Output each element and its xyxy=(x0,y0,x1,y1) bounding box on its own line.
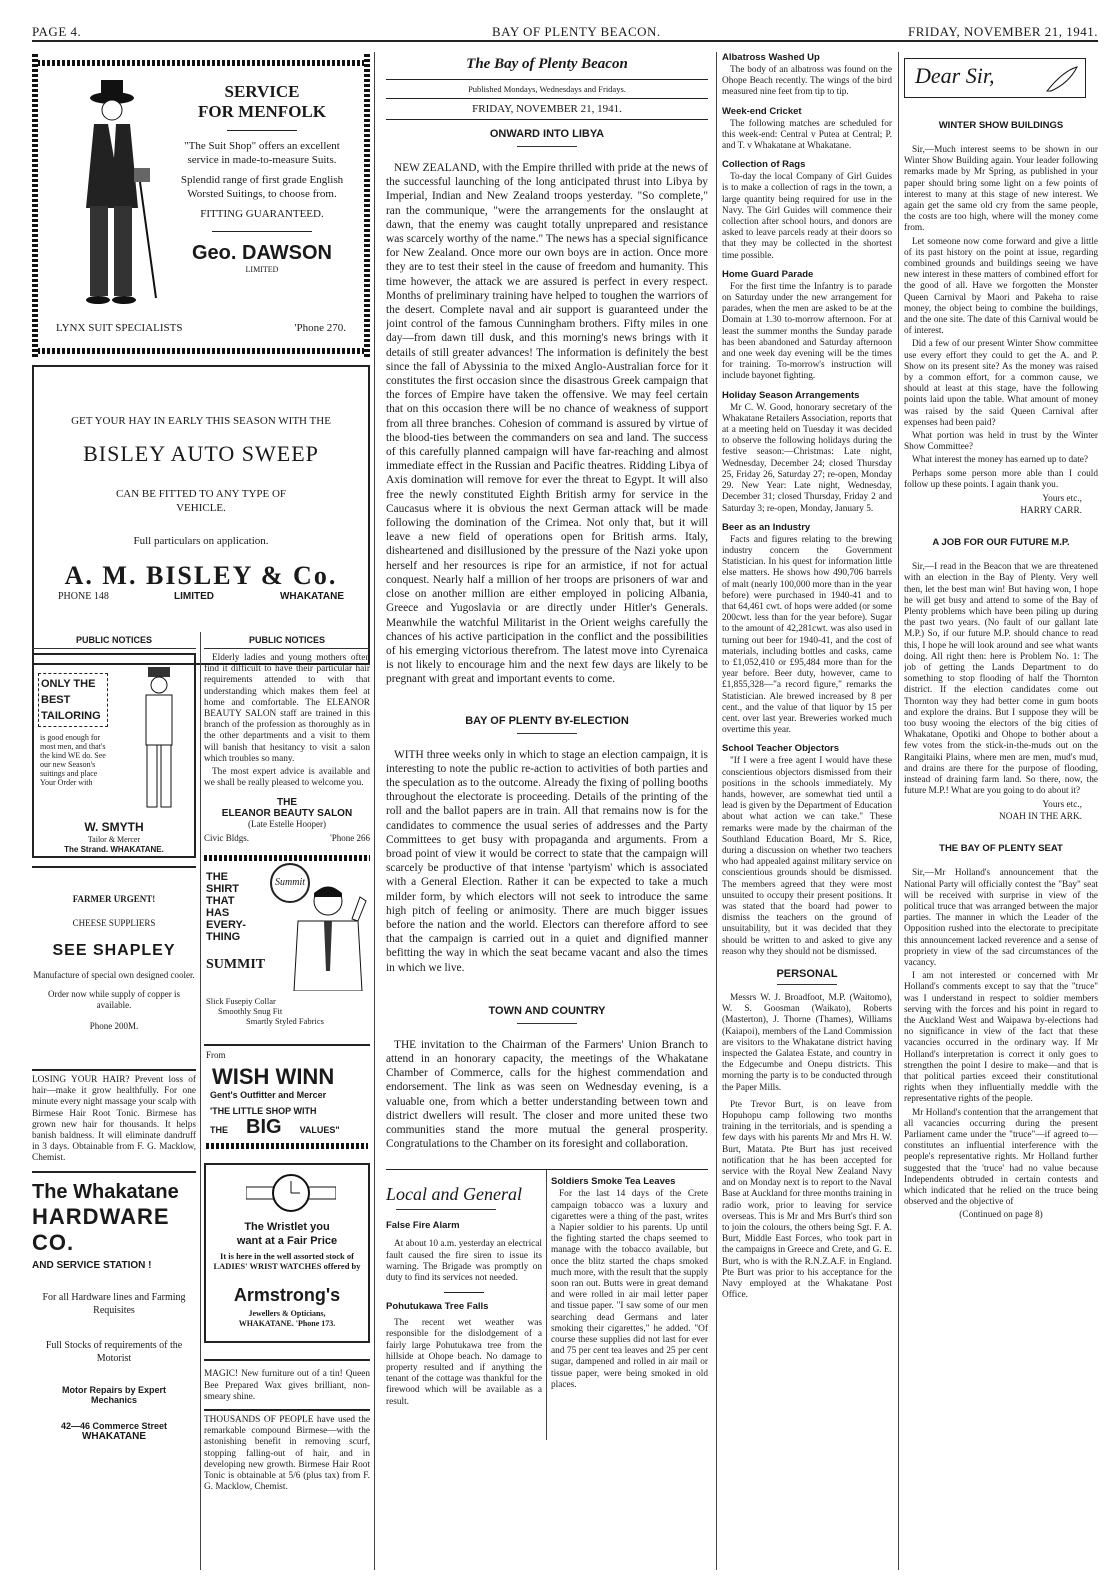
local-p1: At about 10 a.m. yesterday an electrical fault caused the fire siren to issue its warning. The Brigade was promptly on duty to find its services not needed. xyxy=(386,1239,542,1283)
shapley-see: SEE SHAPLEY xyxy=(52,942,176,959)
smyth-ad xyxy=(32,653,196,858)
hardware-l3: AND SERVICE STATION ! xyxy=(32,1259,152,1271)
wristlet-name: Armstrong's xyxy=(233,1285,341,1306)
summit-l3: THAT xyxy=(206,895,235,908)
masthead-date: FRIDAY, NOVEMBER 21, 1941. xyxy=(386,99,708,120)
beauty-phone: 'Phone 266 xyxy=(330,833,370,844)
bop-seat-p3: Mr Holland's contention that the arrangement that all vacancies occurring during the present Parliament came under the "truce"—if agreed to—constitutes an influential interference with the people's representative rights. Mr Holland further suggested that the 'truce' had no value because Independents obtruded in certain contests and which indicated that he relied on the truce being observed and the objective of xyxy=(904,1107,1098,1208)
sign2-name: NOAH IN THE ARK. xyxy=(999,812,1082,823)
local-title: Local and General xyxy=(386,1184,522,1205)
dawson-title2: FOR MENFOLK xyxy=(198,102,326,121)
winn-sub: Gent's Outfitter and Mercer xyxy=(210,1090,327,1101)
page-header xyxy=(32,22,1098,42)
homeguard-text: For the first time the Infantry is to parade on Saturday under the new arrangement for parades, when the men are asked to be at the Domain at 1.30 to-morrow afternoon. For at least the summer months the Sunday parade has been abandoned and Saturday afternoon and one week day evening will be the times for training. To-morrow's instruction will include bayonet fighting. xyxy=(722,281,892,382)
hardware-ad xyxy=(32,1173,196,1442)
wristwatch-icon xyxy=(246,1171,336,1215)
bisley-town: WHAKATANE xyxy=(279,591,344,602)
summit-l5: EVERY- xyxy=(206,919,246,932)
beauty-name: ELEANOR BEAUTY SALON xyxy=(221,808,353,820)
summit-ad xyxy=(204,861,370,996)
bisley-l4: Full particulars on application. xyxy=(133,535,269,547)
libya-p1: NEW ZEALAND, with the Empire thrilled with pride at the news of the successful launching of the long anticipated thrust into Libya by Imperial, Indian and New Zealand troops yesterday. "So complete," ran the communique, "were the arrangements for the onslaught at dawn, that the enemy was caught totally unprepared and resistance was scarcely worthy of the name." The news has a special significance for New Zealand. Once more our own boys are in action. Once more they are to test their steel in the cause of freedom and humanity. This time however, the attack we are assured is perfect in every respect. Months of preliminary training have helped to toughen the warriors of the desert. Complete naval and air support is guaranteed under the joint control of the famous Cunningham brothers. Fifty miles in one day—from dawn till dusk, and this morning's news brings with it details of still greater advances! The information is definitely the best since the fall of Abyssinia to the mixed Anglo-Australian force for it constitutes the first occasion since the disastrous Greek campaign that the forces of Empire have taken the offensive. We may feel certain that on this occasion there will be no chance of weakness of support from all three branches. Cohesion of command is assured by virtue of the blood-ties between the commanders on sea and land. The success of this carefully planned campaign will have far-reaching and almost immediate effect in the Russian and Pacific theatres. Ridding Libya of Axis domination will remove for ever the threat to Egypt. It will also free the newly constituted Eighth British army for service in the Caucasus where it is obvious the next German attack will be made following the domination of the Crimea. Not only that, but it will leave a new field of operations open for British arms. Italy, disheartened and disillusioned by the pressure of the Nazi yoke upon herself and her resources is ripe for an armistice, if not for actual conquest. Nearly half a million of her troops are prisoners of war and close on another million are either employed in policing Albania, Greece and Yugoslavia or are directly under Hitler's Generals. Meanwhile the watchful Militarist in the Orient weighs carefully the chances of his active participation in the conflict and the possibilities of his emerging victorious therefrom. The latest move into Cyrenaica is not likely to encourage him and the next few days are likely to be pregnant with great and important events to come. xyxy=(386,162,708,686)
local-s1: False Fire Alarm xyxy=(386,1220,460,1232)
magic-ad-text: MAGIC! New furniture out of a tin! Queen Bee Prepared Wax gives brilliant, non-smeary shine. xyxy=(204,1369,370,1402)
winter-p6: Perhaps some person more able than I could follow up these points. I again thank you. xyxy=(904,468,1098,490)
thousands-ad-text: THOUSANDS OF PEOPLE have used the remarkable compound Birmese—with the astonishing benefit in removing scurf, stopping falling-out of hair, and in developing new growth. Birmese Hair Root Tonic is obtainable at 5/6 (plus tax) from F. G. Macklow, Chemist. xyxy=(204,1415,370,1493)
letters-column xyxy=(904,52,1098,1570)
local-p2: The recent wet weather was responsible for the dislodgement of a fairly large Pohutukawa tree from the hillside at Ohope beach. No damage to property resulted and if anything the tenant of the cottage was thankful for the firewood which will be available as a result. xyxy=(386,1318,542,1407)
winter-p2: Let someone now come forward and give a little of its past history on the point at issue, regarding combined grounds and buildings seeing we have new interest in these matters of combined effort for the good of all. Have we forgotten the Monster Queen Carnival by Maori and Pakeha to raise money, the object being to combine the buildings, and the one site. The date of this Carnival would be of interest. xyxy=(904,236,1098,337)
shapley-order: Order now while supply of copper is available. xyxy=(48,989,180,1010)
quill-pen-icon xyxy=(1045,65,1079,93)
shapley-manu: Manufacture of special own designed cooler. xyxy=(33,970,195,980)
summit-c1: Slick Fusepiy Collar xyxy=(206,996,276,1007)
dawson-phone: 'Phone 270. xyxy=(294,322,346,334)
gentleman-figure-icon xyxy=(68,78,158,308)
rule-2 xyxy=(716,52,717,1570)
teacher-text: "If I were a free agent I would have these conscientious objectors dismissed from their positions in the schools immediately. My hands, however, are somewhat tied until a lead is given by the Department of Education about what action we can take." These remarks were made by the chairman of the Southland Education Board, Mr S. Rice, during a discussion on whether two teachers who had appealed against military service on conscientious grounds should be dismissed. The members agreed that they were most unsuited to occupy their present positions. It was stated that the board had power to dismiss the teachers on the ground of unsuitability, but it was decided that they should be written to and asked to give any reason why they should not be dismissed. xyxy=(722,756,892,957)
bisley-limited: LIMITED xyxy=(174,591,214,602)
smyth-head: ONLY THE BEST TAILORING xyxy=(38,673,108,727)
tailor-figure-icon xyxy=(130,665,190,815)
summit-c2: Smoothly Snug Fit xyxy=(218,1006,283,1017)
cricket-title: Week-end Cricket xyxy=(722,105,802,117)
personal-title: PERSONAL xyxy=(776,968,838,981)
rags-text: To-day the local Company of Girl Guides is to make a collection of rags in the town, a large quantity being required for use in the Navy. The Girl Guides will commence their collection after school hours, and donors are asked to leave parcels ready at their doors so that they may be collected in the shortest time possible. xyxy=(722,172,892,261)
dawson-p1: "The Suit Shop" offers an excellent service in made-to-measure Suits. xyxy=(184,140,340,166)
winn-slogan3: VALUES" xyxy=(299,1125,340,1136)
hardware-l1: The Whakatane xyxy=(32,1180,179,1203)
dear-sir-heading: Dear Sir, xyxy=(915,63,995,88)
personal-p2: Pte Trevor Burt, is on leave from Hopuhopu camp following two months training in the territorials, and is spending a few days with his parents Mr and Mrs H. W. Burt, Matata. Pte Burt has just received notification that he has been accepted for service with the Royal New Zealand Navy and on Monday next is to report to the Naval Base at Auckland for three months training in radio work, prior to leaving for service overseas. This is Mr and Mrs Burt's third son to join the colours, the others being Sgt. F. A. Burt, Middle East Forces, who took part in the campaigns in Greece and Crete, and G. E. Burt, who is with the R.N.Z.A.F. in England. Pte Burt was prior to his acceptance for the Navy employed at the Whakatane Post Office. xyxy=(722,1099,892,1301)
town-p1: THE invitation to the Chairman of the Farmers' Union Branch to attend in an honorary capacity, the meetings of the Whakatane Chamber of Commerce, calls for the highest commendation and endorsement. The link as was seen on Wednesday evening, is a valuable one, from which a better understanding between town and district dwellers will result. The closer and more united these two communities stand the more mutual the general prosperity. Congratulations to the Chamber on its foresight and collaboration. xyxy=(386,1038,708,1151)
hardware-l8: 42—46 Commerce Street xyxy=(60,1420,168,1431)
albatross-text: The body of an albatross was found on the Ohope Beach recently. The wings of the bird measured nine feet from tip to tip. xyxy=(722,65,892,98)
sign1-name: HARRY CARR. xyxy=(1020,506,1082,517)
bop-seat-title: THE BAY OF PLENTY SEAT xyxy=(939,843,1063,855)
local-p3: For the last 14 days of the Crete campaign tobacco was a luxury and cigarettes were a thing of the past, writes a Napier soldier to his parents. Up until the fighting started the chaps seemed to manage with the tobacco available, but once the blitz started the chaps smoked much more, with the result that the supply soon ran out. Butts were in great demand and were rolled in air mail letter paper and tissue paper. "I saw some of our men searching dead Germans and later smoking their cigarettes," he added. "Of course these supplies did not last for ever and 75 per cent tea leaves and 25 per cent sugar, dampened and rolled in air mail or tissue paper, were being smoked in old places. xyxy=(551,1189,708,1390)
winn-ad xyxy=(204,1046,370,1149)
summit-l2: SHIRT xyxy=(206,883,239,896)
news-column xyxy=(722,52,892,1570)
winn-slogan2: THE xyxy=(210,1125,228,1136)
shapley-urgent: FARMER URGENT! xyxy=(72,894,156,904)
town-title: TOWN AND COUNTRY xyxy=(488,1004,606,1017)
holiday-title: Holiday Season Arrangements xyxy=(722,389,860,401)
bisley-phone: PHONE 148 xyxy=(58,591,109,602)
ads-column xyxy=(32,52,370,1570)
bisley-l1: GET YOUR HAY IN EARLY THIS SEASON WITH THE xyxy=(71,415,331,427)
winn-from: From xyxy=(206,1050,226,1061)
wristlet-body: It is here in the well assorted stock of LADIES' WRIST WATCHES offered by xyxy=(213,1251,361,1272)
wristlet-h1: The Wristlet you xyxy=(244,1221,330,1234)
beer-text: Facts and figures relating to the brewing industry concern the Government Statistician. In his quest for information little else matters. He shows how 490,706 barrels of malt (nearly 100,000 more than in the year before) were purchased in 1940-41 and to that 64,461 cwt. of hops were added (or some 200cwt. less than for the year before). Sugar to the amount of 42,281cwt. was also used in turning out beer for 1940-41, and the cost of materials, including bottles and casks, came to £1,052,410 or £95,484 more than for the year before. Beer duty, however, came to £1,855,328—"a record figure," remarks the Statistician. Ale brewed increased by 8 per cent., and the value of that liquor by 15 per cent. over last year. Breweries worked much overtime this year. xyxy=(722,534,892,736)
dawson-specialists: LYNX SUIT SPECIALISTS xyxy=(56,322,183,334)
dawson-p2: Splendid range of first grade English Worsted Suitings, to choose from. xyxy=(180,174,344,200)
smyth-addr: The Strand. WHAKATANE. xyxy=(64,845,164,854)
hardware-l7: Mechanics xyxy=(90,1394,138,1405)
future-mp-p1: Sir,—I read in the Beacon that we are threatened with an election in the Bay of Plenty. Very well then, let the best man win! But having won, I hope he will get busy and attend to some of the Bay of Plenty problems which have been piling up during the past two years. (No fault of our gallant late M.P.) So, if our future M.P. should chance to read this, I hope he will look around and see what wants doing. All right then: here is Problem No. 1: The job of getting the Lands Department to do something to stop flooding of half the Thornton district. If the election candidates come out Thornton way they had better come in gum boots and explore the drains. But I suppose they will be too busy wooing the electors of the big cities of Whakatane, Opotiki and Ohope to bother about a few votes from the stick-in-the-muds out on the Rangitaiki Plains, where men are men, mud's mud, and drains are there for the purpose of flooding, instead of draining farm land. So there, now, the future M.P.! What are you going to do about it? xyxy=(904,562,1098,797)
winter-p3: Did a few of our present Winter Show committee use every effort they could to get the A. and P. Show on its present site? As the money was raised by a common effort, for a common cause, we should at least at this stage, have the following points laid upon the table. What amount of money was raised by the said Queen Carnival after expenses had been paid? xyxy=(904,339,1098,428)
byelection-p1: WITH three weeks only in which to stage an election campaign, it is interesting to note the public re-action to activities of both parties and the speculation as to the outcome. Already the fixing of polling booths throughout the electorate is proceeding. Details of the printing of the roll and the ballot papers are in train. All that remains now is for the candidates to commence the usual series of addresses and the Party Committees to get busy with propaganda and arguments. From a broad point of view it would be correct to state that the campaign will scarcely be productive of that intense 'partyism' which is associated with a General Election. Rather it can be expected to take a much milder form, by which electors will not seek to introduce the same high pitch of feeling or animosity. There are much bigger issues before the nation and the world. Electors can therefore afford to see that the campaign is carried out in a quiet and dignified manner befitting the way in which the seat became vacant and also the times in which we live. xyxy=(386,748,708,974)
summit-l4: HAS xyxy=(206,907,230,920)
homeguard-title: Home Guard Parade xyxy=(722,268,814,280)
continued-note: (Continued on page 8) xyxy=(959,1210,1043,1221)
beauty-body2: The most expert advice is available and we shall be really pleased to welcome you. xyxy=(204,767,370,789)
bisley-l3: CAN BE FITTED TO ANY TYPE OF VEHICLE. xyxy=(115,488,287,514)
holiday-text: Mr C. W. Good, honorary secretary of the Whakatane Retailers Association, reports that at a meeting held on Tuesday it was decided to observe the following holidays during the festive season:—Christmas: Late night, Wednesday, December 24; closed Thursday 25, Friday 26, Saturday 27; re-open, Monday 29. New Year: Late night, Wednesday, December 31; closed Thursday, Friday 2 and Saturday 3; re-open, Monday, January 5. xyxy=(722,402,892,514)
dawson-ad xyxy=(32,52,370,357)
smyth-body: is good enough for most men, and that's the kind WE do. See our new Season's suitings and place Your Order with xyxy=(40,733,106,787)
smyth-name: W. SMYTH xyxy=(84,820,144,834)
beauty-civic: Civic Bldgs. xyxy=(204,833,250,844)
bisley-ad xyxy=(32,365,370,665)
sign2-yours: Yours etc., xyxy=(1042,800,1082,811)
libya-title: ONWARD INTO LIBYA xyxy=(489,128,605,140)
albatross-title: Albatross Washed Up xyxy=(722,52,820,63)
wristlet-ad xyxy=(204,1163,370,1343)
local-s2: Pohutukawa Tree Falls xyxy=(386,1301,489,1313)
beauty-the: THE xyxy=(277,797,297,809)
dawson-limited: LIMITED xyxy=(245,265,279,274)
hardware-l4: For all Hardware lines and Farming Requisites xyxy=(42,1291,186,1316)
teacher-title: School Teacher Objectors xyxy=(722,743,840,755)
paper-name: BAY OF PLENTY BEACON. xyxy=(492,24,661,39)
winter-p5: What interest the money has earned up to date? xyxy=(912,455,1089,466)
shapley-cheese: CHEESE SUPPLIERS xyxy=(72,918,156,928)
bop-seat-p2: I am not interested or concerned with Mr Holland's comments except to say that the "truce" was I understand in respect to soldier members serving with the forces and his point in regard to the Auckland West and Waipawa by-elections had no significance in view of the fact that these vacancies occurred in the ordinary way. If Mr Holland's interpretation is correct it only goes to strengthen the point I desire to make—and that is that political parties exceed their constitutional rights when they influentially meddle with the representative rights of the people. xyxy=(904,971,1098,1105)
rule-1 xyxy=(374,52,375,1570)
beauty-late: (Late Estelle Hooper) xyxy=(248,819,326,830)
winn-big: BIG xyxy=(246,1116,282,1139)
header-date: FRIDAY, NOVEMBER 21, 1941. xyxy=(908,24,1098,39)
winter-p4: What portion was held in trust by the Winter Show Committee? xyxy=(904,431,1098,453)
dawson-title1: SERVICE xyxy=(224,82,300,101)
hardware-l2: HARDWARE CO. xyxy=(32,1203,170,1255)
rags-title: Collection of Rags xyxy=(722,159,806,171)
local-s3: Soldiers Smoke Tea Leaves xyxy=(551,1176,676,1188)
smyth-sub: Tailor & Mercer xyxy=(87,835,141,844)
shapley-ad xyxy=(32,868,196,1031)
bisley-l2: BISLEY AUTO SWEEP xyxy=(83,441,319,466)
hardware-l9: WHAKATANE xyxy=(81,1430,147,1442)
winn-slogan1: 'THE LITTLE SHOP WITH xyxy=(210,1106,317,1117)
hardware-l6: Motor Repairs by Expert xyxy=(61,1384,167,1395)
summit-c3: Smartly Styled Fabrics xyxy=(246,1016,324,1027)
cricket-text: The following matches are scheduled for this week-end: Central v Putea at Central; P. and T. v Whakatane at Whakatane. xyxy=(722,118,892,152)
wristlet-h2: want at a Fair Price xyxy=(236,1235,338,1248)
byelection-title: BAY OF PLENTY BY-ELECTION xyxy=(465,714,629,727)
masthead-title: The Bay of Plenty Beacon xyxy=(466,56,628,72)
winter-show-title: WINTER SHOW BUILDINGS xyxy=(938,120,1064,131)
rule-3 xyxy=(898,52,899,1570)
beauty-body: Elderly ladies and young mothers often find it difficult to have their particular hair requirements attended to with that understanding which makes them feel at home and comfortable. The ELEANOR BEAUTY SALON staff are trained in this branch of the profession as thoroughly as in the other departments and a visit to them will banish that hesitancy to visit a salon which troubles so many. xyxy=(204,653,370,764)
editorial-column xyxy=(386,52,708,1570)
winn-name: WISH WINN xyxy=(212,1064,335,1090)
personal-p1: Messrs W. J. Broadfoot, M.P. (Waitomo), W. S. Goosman (Waikato), Roberts (Masterton), J. Thorne (Thames), Williams (Kaiapoi), members of the Land Commission are visitors to the Whakatane district having inspected the Galatea Estate, and country in the Edgecumbe and Onepu districts. This morning the party is to be conducted through the Paper Mills. xyxy=(722,993,892,1093)
page-number: PAGE 4. xyxy=(32,24,82,39)
hair-ad-text: LOSING YOUR HAIR? Prevent loss of hair—make it grow healthfully. For one minute every night massage your scalp with Birmese Hair Root Tonic. Birmese has grown new hair for thousands. It helps banish baldness. It will eliminate dandruff in 3 days. Obtainable from F. G. Macklow, Chemist. xyxy=(32,1075,196,1164)
dawson-p3: FITTING GUARANTEED. xyxy=(200,208,324,220)
masthead-published: Published Mondays, Wednesdays and Fridays. xyxy=(386,79,708,99)
summit-logo: Summit xyxy=(270,863,310,903)
dawson-name: Geo. DAWSON xyxy=(191,242,332,264)
bop-seat-p1: Sir,—Mr Holland's announcement that the National Party will officially contest the "Bay" seat will be received with surprise in view of the political truce that was arranged between the major parties. The manner in which the Leader of the Opposition rushed into the electorate to precipitate this announcement lacked reverence and a sense of propriety in view of the sad circumstances of the vacancy. xyxy=(904,868,1098,968)
winter-p1: Sir,—Much interest seems to be shown in our Winter Show Building again. Your leader following remarks made by Mr Spring, as published in your paper should bring some light on a few points of interest to many at this stage of new interest. We again get the same old cry from the same people, the costs are too high, where will the money come from. xyxy=(904,145,1098,234)
summit-l6: THING xyxy=(206,931,241,944)
shapley-phone: Phone 200M. xyxy=(89,1021,139,1031)
beer-title: Beer as an Industry xyxy=(722,521,811,533)
future-mp-title: A JOB FOR OUR FUTURE M.P. xyxy=(932,537,1070,549)
public-notices-left: PUBLIC NOTICES xyxy=(32,632,196,649)
hardware-l5: Full Stocks of requirements of the Motorist xyxy=(45,1339,183,1364)
sign1-yours: Yours etc., xyxy=(1042,494,1082,505)
shirt-man-icon xyxy=(288,881,368,991)
summit-l1: THE xyxy=(206,871,228,884)
wristlet-sub: Jewellers & Opticians, xyxy=(248,1309,326,1319)
wristlet-town: WHAKATANE. 'Phone 173. xyxy=(238,1319,336,1329)
public-notices-right: PUBLIC NOTICES xyxy=(204,632,370,649)
bisley-name: A. M. BISLEY & Co. xyxy=(64,561,338,590)
summit-brand: SUMMIT xyxy=(206,957,266,973)
